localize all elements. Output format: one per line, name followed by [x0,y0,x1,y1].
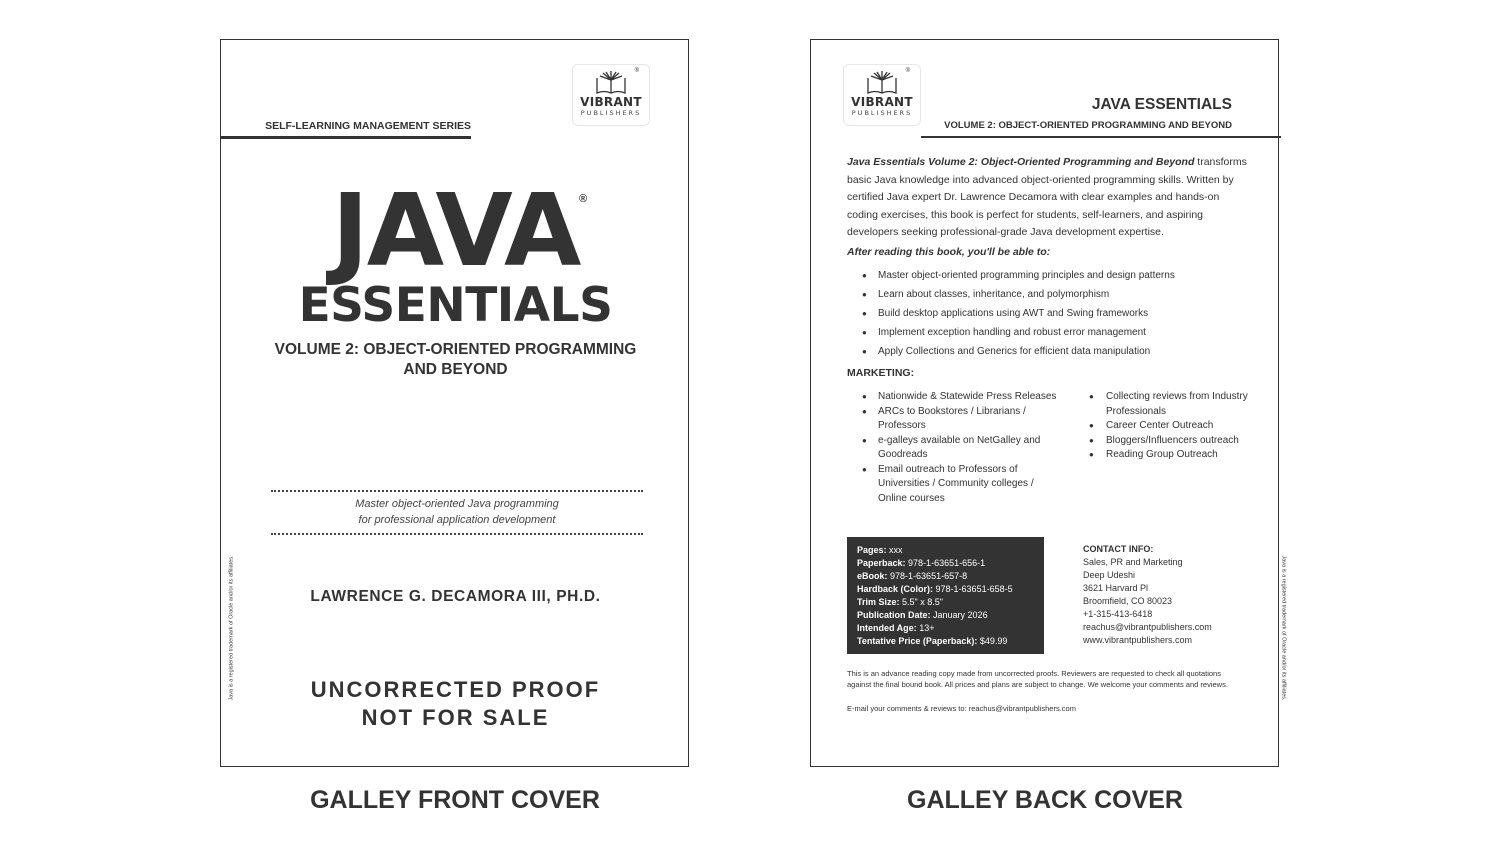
description-text: transforms basic Java knowledge into advanced object-oriented programming skills. Written by certified Java expert Dr. Lawrence Decamora with clear examples and hands-on coding exercises, this book is perfect for students, self-learners, and aspiring developers seeking professional-grade Java development expertise. [847,156,1247,238]
list-item: ● Learn about classes, inheritance, and polymorphism [847,285,1247,304]
back-subtitle: VOLUME 2: OBJECT-ORIENTED PROGRAMMING AND BEYOND [944,120,1232,131]
contact-line: Deep Udeshi [1083,570,1136,580]
benefits-heading: After reading this book, you'll be able to: [847,246,1051,258]
contact-line: Sales, PR and Marketing [1083,557,1183,567]
spec-row: eBook: 978-1-63651-657-8 [857,571,968,581]
list-item: ● Career Center Outreach [1074,419,1254,434]
spec-row: Tentative Price (Paperback): $49.99 [857,636,1008,646]
list-item: ● Nationwide & Statewide Press Releases [847,390,1057,405]
contact-line: 3621 Harvard Pl [1083,583,1149,593]
front-cover-caption: GALLEY FRONT COVER [310,786,600,814]
contact-email: reachus@vibrantpublishers.com [1083,622,1212,632]
list-item: ● Apply Collections and Generics for efficient data manipulation [847,342,1247,361]
author-name: LAWRENCE G. DECAMORA III, PH.D. [310,588,601,605]
tagline [271,496,643,528]
title-java: JAVA [331,172,580,289]
logo-registered-mark: ® [905,68,910,74]
volume-title [251,340,660,380]
trademark-note: Java is a registered trademark of Oracle and/or its affiliates. [228,555,235,701]
list-item: ● Email outreach to Professors of Universities / Community colleges / Online courses [847,463,1057,507]
list-item: ● Build desktop applications using AWT and Swing frameworks [847,304,1247,323]
publisher-logo [572,64,650,126]
spec-row: Publication Date: January 2026 [857,610,988,620]
book-specs-box [847,537,1044,654]
trademark-note: Java is a registered trademark of Oracle and/or its affiliates. [1280,555,1287,701]
proof-line-1: UNCORRECTED PROOF [310,677,601,702]
disclaimer: This is an advance reading copy made from uncorrected proofs. Reviewers are requested to check all quotations against the final bound book. All prices and plans are subject to change. We welcome your comments and reviews. [847,669,1228,689]
series-label [221,119,471,139]
back-cover-caption: GALLEY BACK COVER [907,786,1183,814]
back-cover [810,39,1287,767]
dotted-divider-top [271,490,643,492]
list-item: ● Collecting reviews from Industry Professionals [1074,390,1254,419]
proof-notice [221,676,690,732]
spec-row: Trim Size: 5.5" x 8.5" [857,597,943,607]
proof-line-2: NOT FOR SALE [361,705,550,730]
publisher-logo [843,64,921,126]
logo-registered-mark: ® [634,68,639,74]
logo-subtitle: PUBLISHERS [580,109,642,117]
spec-row: Hardback (Color): 978-1-63651-658-5 [857,584,1013,594]
list-item: ● Bloggers/Influencers outreach [1074,434,1254,449]
spec-row: Intended Age: 13+ [857,623,935,633]
list-item: ● Reading Group Outreach [1074,448,1254,463]
description-book-title: Java Essentials Volume 2: Object-Oriented Programming and Beyond [847,156,1195,168]
open-book-icon [865,70,899,96]
back-title: JAVA ESSENTIALS [1091,96,1232,113]
benefits-list [847,266,1247,361]
contact-website: www.vibrantpublishers.com [1083,635,1193,645]
title-registered-mark: ® [579,193,588,205]
tagline-line-1: Master object-oriented Java programming [355,498,559,510]
series-text: SELF-LEARNING MANAGEMENT SERIES [265,120,471,132]
contact-line: +1-315-413-6418 [1083,609,1153,619]
open-book-icon [594,70,628,96]
back-title-rule [921,136,1281,138]
contact-heading: CONTACT INFO: [1083,544,1154,554]
spec-row: Pages: xxx [857,545,903,555]
volume-line-1: VOLUME 2: OBJECT-ORIENTED PROGRAMMING [274,341,637,358]
marketing-list-right [1074,390,1254,463]
contact-info [1083,543,1212,647]
dotted-divider-bottom [271,533,643,535]
description [847,154,1247,242]
list-item: ● Implement exception handling and robust error management [847,323,1247,342]
contact-line: Broomfield, CO 80023 [1083,596,1173,606]
logo-name: VIBRANT [580,95,642,109]
tagline-line-2: for professional application development [358,514,556,526]
logo-name: VIBRANT [851,95,913,109]
list-item: ● e-galleys available on NetGalley and Goodreads [847,434,1057,463]
list-item: ● ARCs to Bookstores / Librarians / Professors [847,405,1057,434]
volume-line-2: AND BEYOND [403,361,508,378]
logo-subtitle: PUBLISHERS [851,109,913,117]
spec-row: Paperback: 978-1-63651-656-1 [857,558,986,568]
review-email-line: E-mail your comments & reviews to: reachus@vibrantpublishers.com [847,704,1076,713]
title-essentials: ESSENTIALS [298,278,613,333]
list-item: ● Master object-oriented programming principles and design patterns [847,266,1247,285]
marketing-heading: MARKETING: [847,367,915,379]
marketing-list-left [847,390,1057,506]
front-cover [220,39,689,767]
